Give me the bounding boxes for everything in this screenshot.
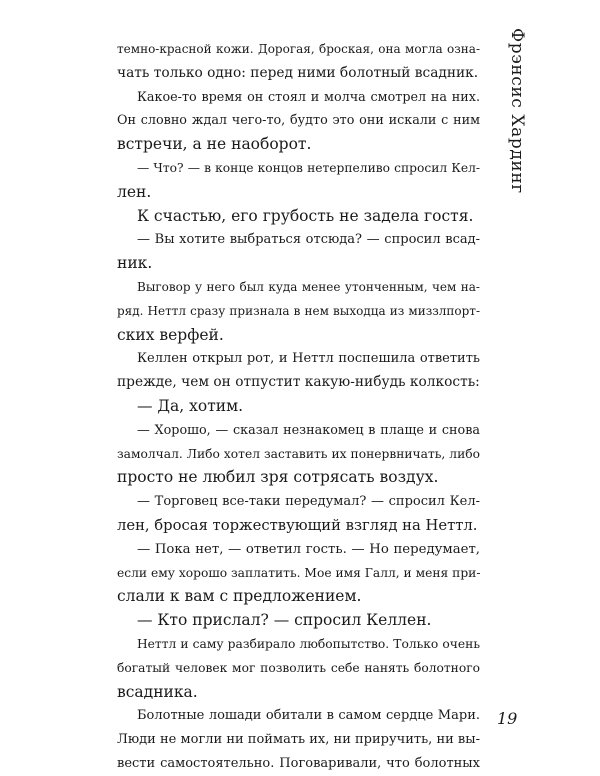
text-line: Келлен открыл рот, и Неттл поспешила ответить bbox=[137, 351, 480, 367]
text-line: Какое-то время он стоял и молча смотрел на них. bbox=[137, 89, 480, 105]
body-text bbox=[117, 38, 480, 776]
text-line: — Что? — в конце концов нетерпеливо спросил Кел- bbox=[137, 160, 480, 175]
text-line: — Пока нет, — ответил гость. — Но передумает, bbox=[137, 541, 480, 557]
text-line: ских верфей. bbox=[117, 325, 224, 344]
text-line: богатый человек мог позволить себе нанять болотного bbox=[117, 660, 480, 675]
text-line: Неттл и саму разбирало любопытство. Только очень bbox=[137, 636, 480, 651]
text-line: ряд. Неттл сразу признала в нем выходца из миззлпорт- bbox=[117, 303, 480, 318]
running-head-author: Фрэнсис Хардинг bbox=[507, 28, 527, 194]
text-line: темно-красной кожи. Дорогая, броская, она могла озна- bbox=[117, 42, 480, 56]
text-line: лен. bbox=[117, 182, 152, 201]
text-line: К счастью, его грубость не задела гостя. bbox=[137, 206, 474, 225]
text-line: вести самостоятельно. Поговаривали, что болотных bbox=[117, 755, 480, 771]
text-line: — Вы хотите выбраться отсюда? — спросил всад- bbox=[137, 232, 480, 248]
text-line: ник. bbox=[117, 254, 153, 273]
text-line: Болотные лошади обитали в самом сердце Мари. bbox=[137, 708, 480, 724]
text-line: прежде, чем он отпустит какую-нибудь колкость: bbox=[117, 374, 480, 391]
text-line: всадника. bbox=[117, 682, 198, 701]
text-line: лен, бросая торжествующий взгляд на Неттл. bbox=[117, 516, 478, 534]
text-line: встречи, а не наоборот. bbox=[117, 135, 312, 154]
text-line: слали к вам с предложением. bbox=[117, 587, 362, 606]
text-line: чать только одно: перед ними болотный всадник. bbox=[117, 64, 479, 81]
text-line: замолчал. Либо хотел заставить их понервничать, либо bbox=[117, 446, 480, 461]
page-number: 19 bbox=[497, 709, 518, 728]
text-line: если ему хорошо заплатить. Мое имя Галл, и меня при- bbox=[117, 565, 481, 580]
text-line: — Да, хотим. bbox=[137, 396, 244, 415]
text-line: — Торговец все-таки передумал? — спросил Кел- bbox=[137, 494, 480, 510]
text-line: просто не любил зря сотрясать воздух. bbox=[117, 468, 439, 487]
text-line: Выговор у него был куда менее утонченным, чем на- bbox=[137, 279, 480, 294]
text-line: — Хорошо, — сказал незнакомец в плаще и снова bbox=[137, 422, 480, 438]
text-line: — Кто прислал? — спросил Келлен. bbox=[137, 611, 432, 630]
text-line: Люди не могли ни поймать их, ни приручить, ни вы- bbox=[117, 732, 480, 748]
text-line: Он словно ждал чего-то, будто это они искали с ним bbox=[117, 113, 480, 129]
